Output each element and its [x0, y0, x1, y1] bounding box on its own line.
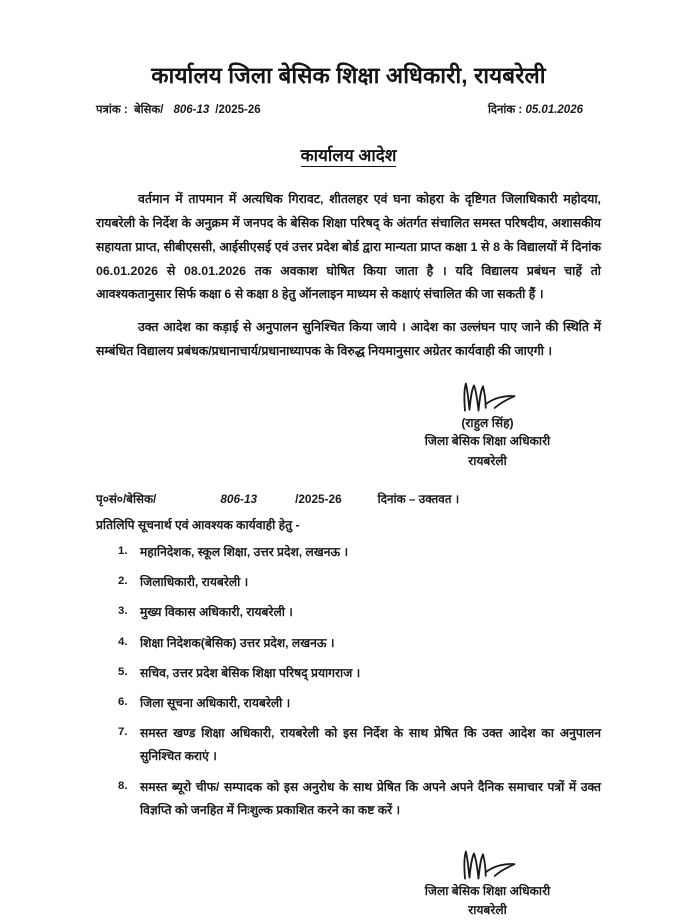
order-body — [96, 188, 601, 364]
signatory-designation: जिला बेसिक शिक्षा अधिकारी — [424, 434, 551, 449]
list-item: मुख्य विकास अधिकारी, रायबरेली । — [140, 605, 293, 620]
page-title: कार्यालय जिला बेसिक शिक्षा अधिकारी, रायबरेली — [151, 63, 546, 88]
letter-date-group — [488, 102, 601, 117]
letter-number-label: पत्रांक : बेसिक/ — [96, 104, 164, 117]
list-item: जिला सूचना अधिकारी, रायबरेली । — [140, 696, 291, 710]
endorsement-label: पृ०सं०/बेसिक/ — [96, 492, 157, 507]
recipients-list — [96, 541, 601, 822]
list-item: समस्त खण्ड शिक्षा अधिकारी, रायबरेली को इस निर्देश के साथ प्रेषित कि उक्त आदेश का अनुपालन सुनिश्चित कराएं । — [140, 726, 601, 764]
endorsement-number: 806-13 — [220, 492, 258, 507]
endorsement-date: दिनांक – उक्तवत । — [377, 492, 460, 507]
endorsement-year: /2025-26 — [295, 492, 342, 507]
list-item: शिक्षा निदेशक(बेसिक) उत्तर प्रदेश, लखनऊ । — [140, 635, 335, 650]
order-heading — [96, 143, 601, 166]
letter-date-value: 05.01.2026 — [525, 104, 583, 117]
signature-block-top — [380, 380, 595, 471]
list-item: सचिव, उत्तर प्रदेश बेसिक शिक्षा परिषद् प्रयागराज । — [140, 665, 361, 680]
letter-number-group — [96, 102, 261, 117]
signature-block-bottom — [380, 848, 595, 921]
signatory-designation: जिला बेसिक शिक्षा अधिकारी — [424, 883, 551, 898]
endorsement-row — [96, 491, 601, 507]
copy-to-line: प्रतिलिपि सूचनार्थ एवं आवश्यक कार्यवाही हेतु - — [96, 518, 300, 533]
signatory-place: रायबरेली — [468, 453, 507, 468]
order-paragraph-2: उक्त आदेश का कड़ाई से अनुपालन सुनिश्चित किया जाये । आदेश का उल्लंघन पाए जाने की स्थिति में सम्बंधित विद्यालय प्रबंधक/प्रधानाचार्य/प्रधानाध्यापक के विरुद्ध नियमानुसार अग्रेतर कार्यवाही की जाएगी । — [96, 320, 601, 358]
letter-year-value: /2025-26 — [215, 104, 261, 117]
letter-number-value: 806-13 — [173, 104, 210, 117]
letter-date-label: दिनांक : — [487, 104, 526, 117]
signatory-name: (राहुल सिंह) — [461, 415, 514, 430]
signatory-place: रायबरेली — [468, 903, 507, 918]
list-item: महानिदेशक, स्कूल शिक्षा, उत्तर प्रदेश, लखनऊ । — [140, 545, 349, 560]
list-item: समस्त ब्यूरो चीफ/ सम्पादक को इस अनुरोध के साथ प्रेषित कि अपने अपने दैनिक समाचार पत्रों में उक्त विज्ञप्ति को जनहित में निःशुल्क प्रकाशित करने का कष्ट करें । — [140, 779, 601, 817]
order-heading-text: कार्यालय आदेश — [300, 146, 397, 166]
signature-stroke-icon — [438, 848, 537, 884]
reference-row — [96, 102, 601, 117]
list-item: जिलाधिकारी, रायबरेली । — [140, 575, 249, 590]
order-paragraph-1: वर्तमान में तापमान में अत्यधिक गिरावट, शीतलहर एवं घना कोहरा के दृष्टिगत जिलाधिकारी महोदया, रायबरेली के निर्देश के अनुक्रम में जनपद के बेसिक शिक्षा परिषद् के अंतर्गत संचालित समस्त परिषदीय, अशासकीय सहायता प्राप्त, सीबीएससी, आईसीएसई एवं उत्तर प्रदेश बोर्ड द्वारा मान्यता प्राप्त कक्षा 1 से 8 के विद्यालयों में दिनांक 06.01.2026 से 08.01.2026 तक अवकाश घोषित किया जाता है । यदि विद्यालय प्रबंधन चाहें तो आवश्यकतानुसार सिर्फ कक्षा 6 से कक्षा 8 हेतु ऑनलाइन माध्यम से कक्षाएं संचालित की जा सकती हैं । — [96, 192, 601, 302]
signature-stroke-icon — [438, 380, 537, 416]
